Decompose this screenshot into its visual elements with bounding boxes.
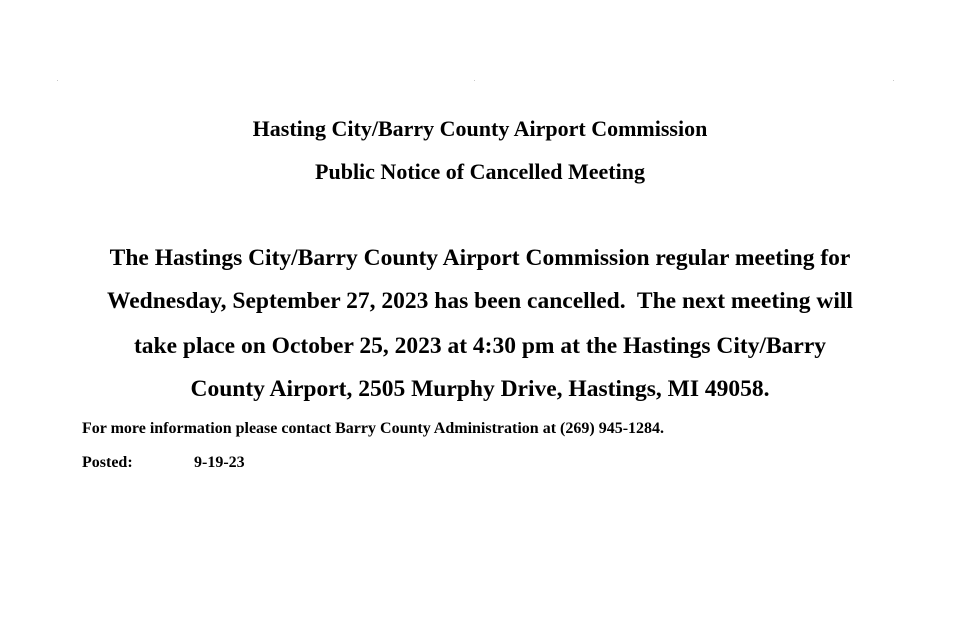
- posted-row: [82, 453, 245, 473]
- scan-speck: [893, 80, 894, 81]
- scan-speck: [57, 80, 58, 81]
- notice-body-line: County Airport, 2505 Murphy Drive, Hastings, MI 49058.: [190, 376, 770, 402]
- notice-subtitle: Public Notice of Cancelled Meeting: [315, 159, 645, 184]
- notice-title: Hasting City/Barry County Airport Commission: [252, 116, 708, 141]
- scan-speck: [474, 80, 475, 81]
- notice-body-line: take place on October 25, 2023 at 4:30 pm at the Hastings City/Barry: [133, 333, 827, 359]
- posted-date: 9-19-23: [194, 454, 245, 471]
- contact-info: For more information please contact Barry County Administration at (269) 945-1284.: [82, 420, 665, 437]
- notice-body-line: Wednesday, September 27, 2023 has been cancelled. The next meeting will: [107, 288, 853, 314]
- notice-body-line: The Hastings City/Barry County Airport Commission regular meeting for: [109, 245, 851, 271]
- posted-label: Posted:: [82, 454, 133, 471]
